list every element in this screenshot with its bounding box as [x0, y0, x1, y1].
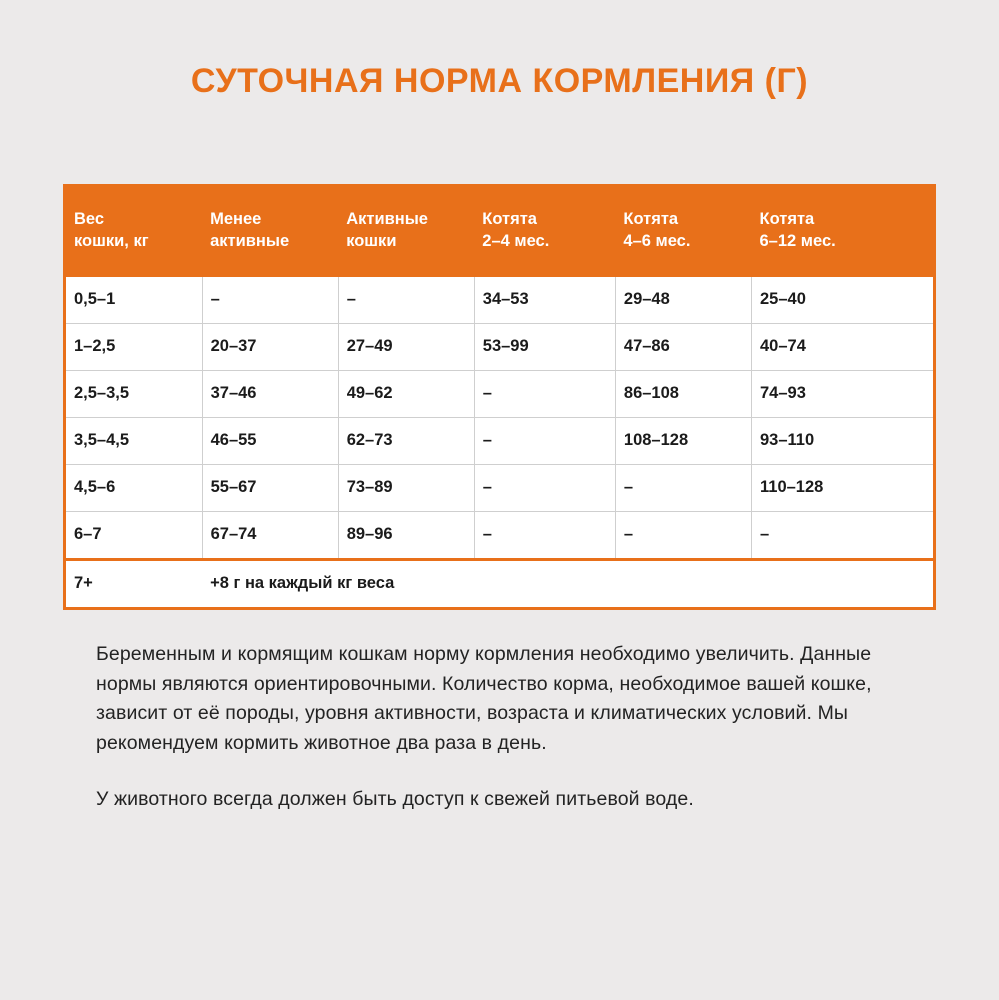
cell-kittens-2-4: – [474, 511, 615, 559]
feeding-norms-table-container [63, 184, 936, 610]
column-header-kittens-4-6-line1: Котята [623, 210, 679, 228]
cell-kittens-4-6: – [615, 464, 751, 511]
table-row [66, 370, 933, 417]
column-header-active-line2: кошки [346, 231, 397, 250]
cell-less-active: – [202, 277, 338, 324]
column-header-less-active [202, 187, 338, 277]
column-header-weight [66, 187, 202, 277]
note-paragraph-2: У животного всегда должен быть доступ к свежей питьевой воде. [96, 787, 694, 810]
table-row [66, 464, 933, 511]
cell-kittens-2-4: – [474, 464, 615, 511]
column-header-active-line1: Активные [346, 210, 428, 228]
cell-active: – [338, 277, 474, 324]
column-header-kittens-6-12 [752, 187, 934, 277]
table-body [66, 277, 933, 607]
column-header-kittens-6-12-line1: Котята [759, 210, 815, 228]
cell-kittens-2-4: 53–99 [474, 323, 615, 370]
notes-section [96, 640, 926, 814]
cell-active: 89–96 [338, 511, 474, 559]
cell-kittens-6-12: – [752, 511, 934, 559]
table-header-row [66, 187, 933, 277]
cell-active: 73–89 [338, 464, 474, 511]
column-header-less-active-line1: Менее [210, 210, 262, 228]
cell-less-active: 37–46 [202, 370, 338, 417]
column-header-kittens-4-6 [615, 187, 751, 277]
cell-less-active: 46–55 [202, 417, 338, 464]
cell-kittens-4-6: 47–86 [615, 323, 751, 370]
cell-kittens-2-4: – [474, 370, 615, 417]
table-row-summary [66, 559, 933, 607]
cell-weight: 6–7 [66, 511, 202, 559]
cell-kittens-6-12: 93–110 [752, 417, 934, 464]
cell-kittens-4-6: 108–128 [615, 417, 751, 464]
column-header-less-active-line2: активные [210, 231, 290, 250]
note-paragraph-1: Беременным и кормящим кошкам норму кормления необходимо увеличить. Данные нормы являются ориентировочными. Количество корма, необходимое вашей кошке, зависит от её породы, уровня активности, возраста и климатических условий. Мы рекомендуем кормить животное два раза в день. [96, 643, 872, 754]
cell-kittens-4-6: – [615, 511, 751, 559]
cell-kittens-6-12: 74–93 [752, 370, 934, 417]
cell-less-active: 67–74 [202, 511, 338, 559]
cell-less-active: 20–37 [202, 323, 338, 370]
table-row [66, 511, 933, 559]
cell-weight: 4,5–6 [66, 464, 202, 511]
cell-weight: 1–2,5 [66, 323, 202, 370]
cell-weight: 3,5–4,5 [66, 417, 202, 464]
cell-weight: 2,5–3,5 [66, 370, 202, 417]
table-header [66, 187, 933, 277]
table-row [66, 417, 933, 464]
cell-less-active: 55–67 [202, 464, 338, 511]
column-header-kittens-4-6-line2: 4–6 мес. [623, 231, 691, 250]
cell-kittens-6-12: 40–74 [752, 323, 934, 370]
cell-kittens-6-12: 110–128 [752, 464, 934, 511]
column-header-kittens-2-4 [474, 187, 615, 277]
cell-active: 62–73 [338, 417, 474, 464]
cell-summary-note: +8 г на каждый кг веса [202, 559, 933, 607]
cell-kittens-2-4: 34–53 [474, 277, 615, 324]
column-header-active [338, 187, 474, 277]
cell-kittens-6-12: 25–40 [752, 277, 934, 324]
column-header-weight-line2: кошки, кг [74, 231, 149, 250]
feeding-norms-table [66, 187, 933, 607]
cell-weight: 0,5–1 [66, 277, 202, 324]
cell-active: 27–49 [338, 323, 474, 370]
cell-kittens-4-6: 29–48 [615, 277, 751, 324]
page-title: СУТОЧНАЯ НОРМА КОРМЛЕНИЯ (Г) [190, 62, 809, 100]
cell-kittens-4-6: 86–108 [615, 370, 751, 417]
cell-active: 49–62 [338, 370, 474, 417]
cell-kittens-2-4: – [474, 417, 615, 464]
cell-weight-7plus: 7+ [66, 559, 202, 607]
column-header-weight-line1: Вес [74, 210, 105, 228]
column-header-kittens-2-4-line1: Котята [482, 210, 537, 228]
column-header-kittens-2-4-line2: 2–4 мес. [482, 231, 550, 250]
table-row [66, 323, 933, 370]
column-header-kittens-6-12-line2: 6–12 мес. [759, 231, 836, 250]
table-row [66, 277, 933, 324]
